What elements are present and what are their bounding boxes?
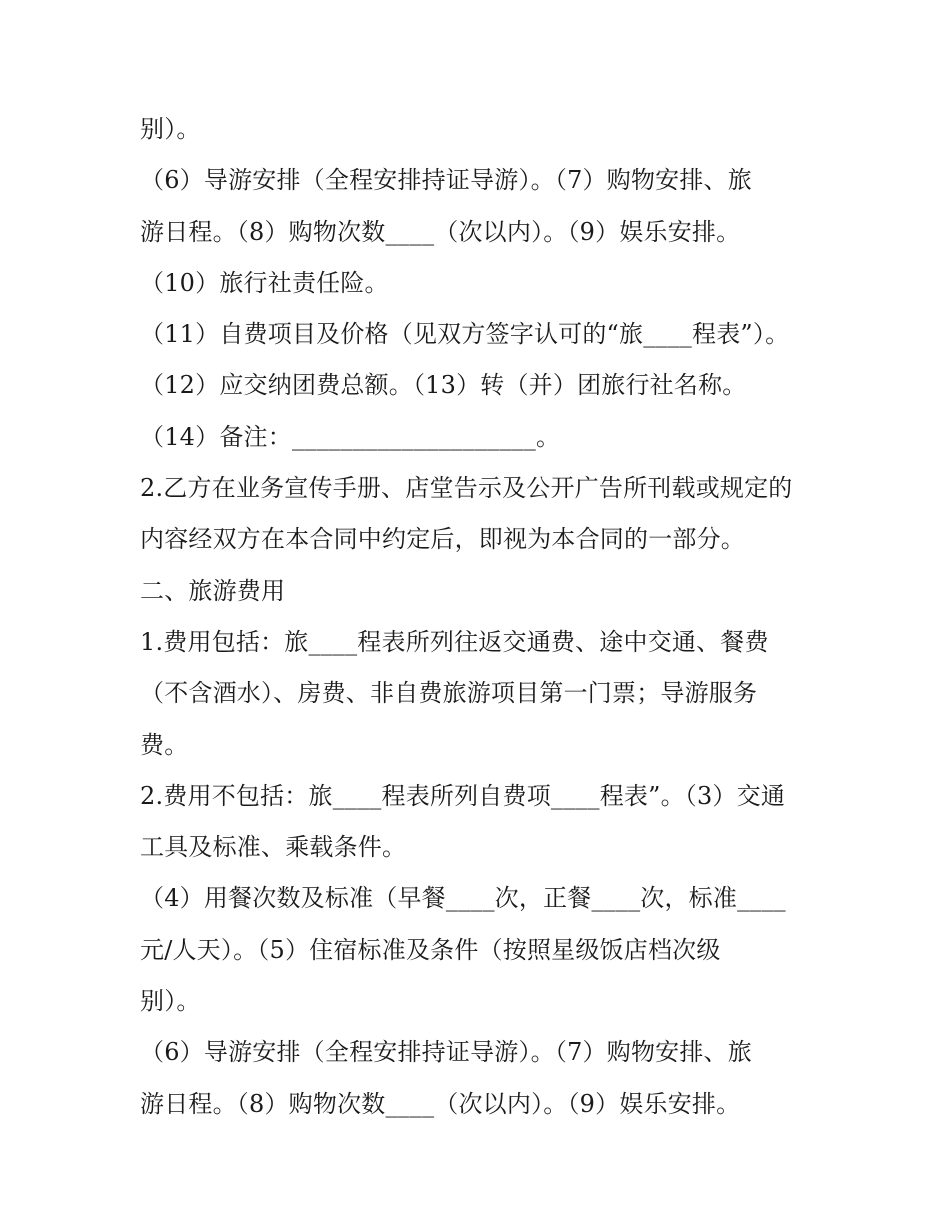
text-line: （4）用餐次数及标准（早餐____次，正餐____次，标准____ <box>140 884 786 913</box>
text-line: （不含酒水）、房费、非自费旅游项目第一门票；导游服务 <box>140 679 758 708</box>
text-line: （6）导游安排（全程安排持证导游）。（7）购物安排、旅 <box>140 1038 752 1067</box>
text-line: 费。 <box>140 730 189 759</box>
document-body <box>140 104 820 1130</box>
text-line: 内容经双方在本合同中约定后，即视为本合同的一部分。 <box>140 525 745 554</box>
text-line: （11）自费项目及价格（见双方签字认可的“旅____程表”）。 <box>140 320 790 349</box>
text-line: 别）。 <box>140 115 201 143</box>
text-line: 工具及标准、乘载条件。 <box>140 833 407 862</box>
text-line: 2.费用不包括：旅____程表所列自费项____程表”。（3）交通 <box>140 781 786 810</box>
text-line: 元/人天）。（5）住宿标准及条件（按照星级饭店档次级 <box>140 935 721 964</box>
text-line: 2.乙方在业务宣传手册、店堂告示及公开广告所刊载或规定的 <box>140 474 793 503</box>
section-heading: 二、旅游费用 <box>140 576 286 605</box>
text-line: （12）应交纳团费总额。（13）转（并）团旅行社名称。 <box>140 371 747 400</box>
text-line: 游日程。（8）购物次数____（次以内）。（9）娱乐安排。 <box>140 217 741 246</box>
text-line: 别）。 <box>140 987 201 1016</box>
text-line: 1.费用包括：旅____程表所列往返交通费、途中交通、餐费 <box>140 627 769 656</box>
text-line: （10）旅行社责任险。 <box>140 268 389 297</box>
text-line: （6）导游安排（全程安排持证导游）。（7）购物安排、旅 <box>140 166 752 195</box>
text-line: （14）备注：____________________。 <box>140 422 561 451</box>
text-line: 游日程。（8）购物次数____（次以内）。（9）娱乐安排。 <box>140 1089 741 1118</box>
